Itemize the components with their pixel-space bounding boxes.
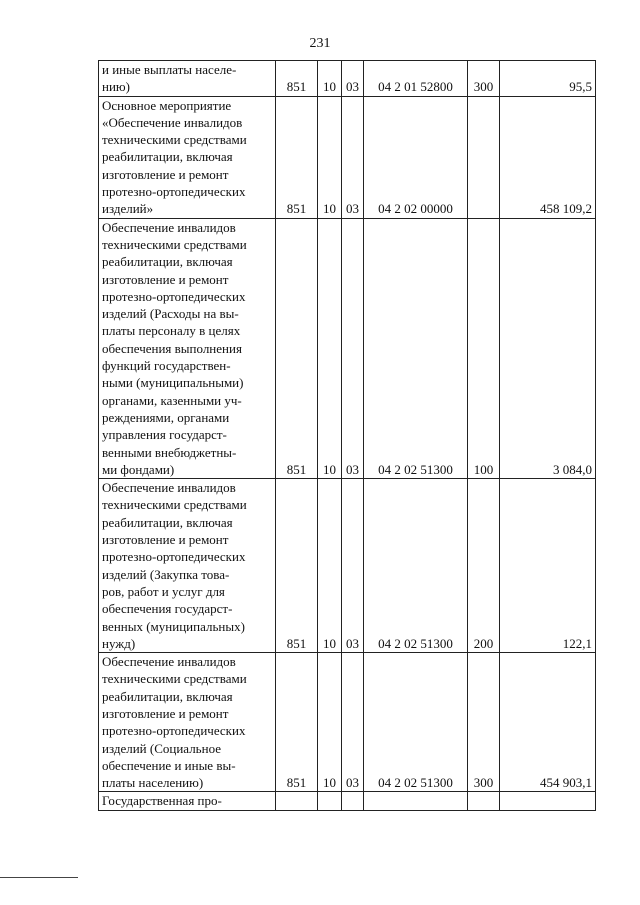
row-description: Обеспечение инвалидов техническими средствами реабилитации, включая изготовление и ремонт протезно-ортопедических изделий (Закупка това- ров, работ и услуг для обеспечения государст- венных (муниципальных) нужд)	[99, 479, 276, 653]
ministry-code: 851	[276, 61, 318, 97]
expense-type-code: 100	[468, 218, 500, 478]
section-code: 10	[318, 479, 342, 653]
amount-value: 3 084,0	[500, 218, 596, 478]
row-description: и иные выплаты населе- нию)	[99, 61, 276, 97]
table-row	[99, 653, 596, 792]
row-description: Обеспечение инвалидов техническими средствами реабилитации, включая изготовление и ремонт протезно-ортопедических изделий (Социальное обеспечение и иные вы- платы населению)	[99, 653, 276, 792]
target-article-code: 04 2 01 52800	[364, 61, 468, 97]
ministry-code: 851	[276, 96, 318, 218]
subsection-code: 03	[342, 479, 364, 653]
ministry-code	[276, 792, 318, 810]
target-article-code	[364, 792, 468, 810]
row-description: Основное мероприятие «Обеспечение инвалидов техническими средствами реабилитации, включая изготовление и ремонт протезно-ортопедических изделий»	[99, 96, 276, 218]
table-row	[99, 218, 596, 478]
ministry-code: 851	[276, 218, 318, 478]
expense-type-code: 300	[468, 653, 500, 792]
budget-table-body	[99, 61, 596, 811]
budget-table	[98, 60, 596, 811]
section-code: 10	[318, 96, 342, 218]
section-code	[318, 792, 342, 810]
page-number: 231	[309, 36, 331, 51]
expense-type-code	[468, 96, 500, 218]
row-description: Обеспечение инвалидов техническими средствами реабилитации, включая изготовление и ремонт протезно-ортопедических изделий (Расходы на вы- платы персоналу в целях обеспечения выполнения функций государствен- ными (муниципальными) органами, казенными уч- реждениями, органами управления государст- венными внебюджетны- ми фондами)	[99, 218, 276, 478]
table-row	[99, 61, 596, 97]
footer-rule	[0, 877, 78, 878]
target-article-code: 04 2 02 00000	[364, 96, 468, 218]
expense-type-code: 200	[468, 479, 500, 653]
amount-value: 95,5	[500, 61, 596, 97]
row-description: Государственная про-	[99, 792, 276, 810]
table-row	[99, 96, 596, 218]
amount-value: 122,1	[500, 479, 596, 653]
expense-type-code	[468, 792, 500, 810]
table-row	[99, 792, 596, 810]
amount-value	[500, 792, 596, 810]
section-code: 10	[318, 61, 342, 97]
subsection-code	[342, 792, 364, 810]
subsection-code: 03	[342, 61, 364, 97]
ministry-code: 851	[276, 653, 318, 792]
target-article-code: 04 2 02 51300	[364, 218, 468, 478]
amount-value: 454 903,1	[500, 653, 596, 792]
subsection-code: 03	[342, 96, 364, 218]
subsection-code: 03	[342, 218, 364, 478]
section-code: 10	[318, 653, 342, 792]
expense-type-code: 300	[468, 61, 500, 97]
ministry-code: 851	[276, 479, 318, 653]
target-article-code: 04 2 02 51300	[364, 479, 468, 653]
table-row	[99, 479, 596, 653]
amount-value: 458 109,2	[500, 96, 596, 218]
target-article-code: 04 2 02 51300	[364, 653, 468, 792]
subsection-code: 03	[342, 653, 364, 792]
section-code: 10	[318, 218, 342, 478]
